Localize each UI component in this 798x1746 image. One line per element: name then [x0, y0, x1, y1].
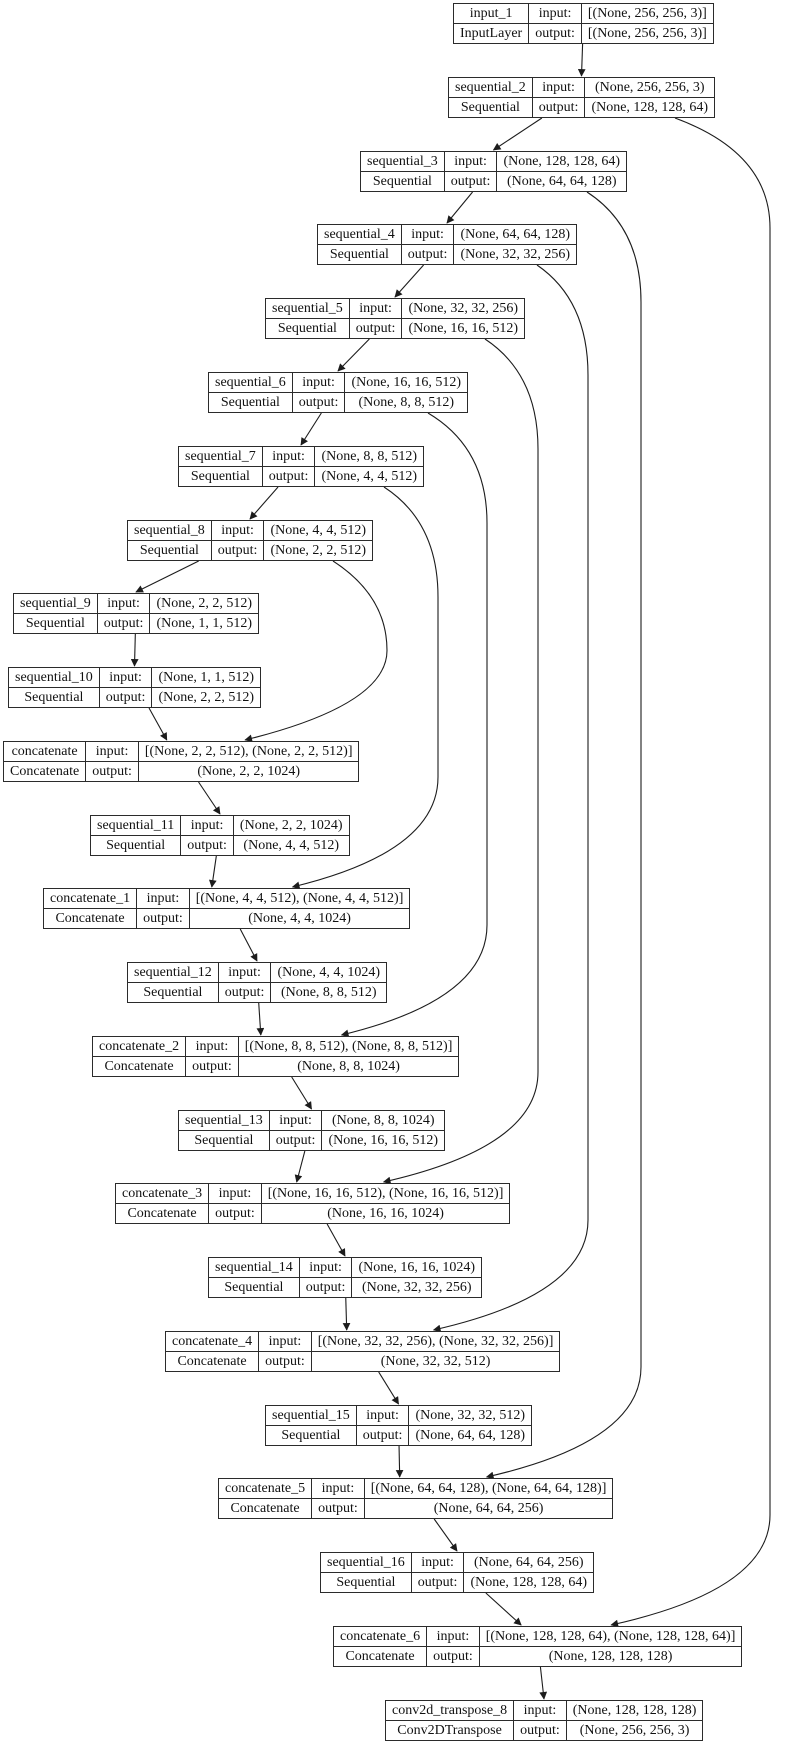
input-label: input:	[86, 742, 139, 762]
layer-node-sequential_8	[127, 520, 373, 561]
edge-sequential_13-to-concatenate_3	[297, 1151, 305, 1182]
layer-class: Sequential	[266, 319, 350, 339]
layer-class: Sequential	[128, 983, 219, 1003]
output-shape: (None, 2, 2, 512)	[264, 541, 373, 561]
layer-class: Conv2DTranspose	[386, 1721, 514, 1741]
layer-name: sequential_16	[321, 1553, 412, 1573]
input-label: input:	[349, 299, 402, 319]
input-label: input:	[137, 889, 190, 909]
input-label: input:	[292, 373, 345, 393]
layer-node-sequential_7	[178, 446, 424, 487]
output-label: output:	[356, 1426, 409, 1446]
input-shape: [(None, 256, 256, 3)]	[581, 4, 713, 24]
edge-concatenate_2-to-sequential_13	[292, 1077, 312, 1109]
layer-class: Sequential	[9, 688, 100, 708]
input-shape: [(None, 16, 16, 512), (None, 16, 16, 512)]	[261, 1184, 510, 1204]
input-label: input:	[529, 4, 582, 24]
output-label: output:	[218, 983, 271, 1003]
input-label: input:	[186, 1037, 239, 1057]
layer-node-sequential_2	[448, 77, 715, 118]
layer-node-sequential_5	[265, 298, 525, 339]
input-label: input:	[209, 1184, 262, 1204]
layer-name: sequential_13	[179, 1111, 270, 1131]
layer-node-sequential_3	[360, 151, 627, 192]
output-shape: (None, 32, 32, 512)	[311, 1352, 560, 1372]
layer-class: Sequential	[179, 467, 263, 487]
edge-sequential_16-to-concatenate_6	[486, 1593, 521, 1625]
layer-class: Concatenate	[166, 1352, 259, 1372]
layer-node-conv2d_transpose_8	[385, 1700, 703, 1741]
output-label: output:	[411, 1573, 464, 1593]
input-shape: [(None, 128, 128, 64), (None, 128, 128, 64)]	[479, 1627, 742, 1647]
layer-name: concatenate_2	[93, 1037, 186, 1057]
input-label: input:	[259, 1332, 312, 1352]
edge-sequential_5-to-sequential_6	[338, 339, 369, 371]
input-label: input:	[299, 1258, 352, 1278]
input-label: input:	[401, 225, 454, 245]
input-shape: [(None, 32, 32, 256), (None, 32, 32, 256)]	[311, 1332, 560, 1352]
output-shape: (None, 128, 128, 64)	[585, 98, 715, 118]
output-shape: (None, 1, 1, 512)	[150, 614, 259, 634]
input-shape: (None, 4, 4, 1024)	[271, 963, 387, 983]
output-label: output:	[97, 614, 150, 634]
layer-name: concatenate	[4, 742, 86, 762]
layer-class: Sequential	[266, 1426, 357, 1446]
layer-class: Sequential	[321, 1573, 412, 1593]
layer-class: Sequential	[318, 245, 402, 265]
output-label: output:	[299, 1278, 352, 1298]
input-label: input:	[411, 1553, 464, 1573]
edge-concatenate_5-to-sequential_16	[434, 1519, 457, 1551]
input-shape: (None, 256, 256, 3)	[585, 78, 715, 98]
layer-class: Sequential	[179, 1131, 270, 1151]
layer-node-sequential_15	[265, 1405, 532, 1446]
input-shape: [(None, 64, 64, 128), (None, 64, 64, 128)]	[364, 1479, 613, 1499]
edge-sequential_15-to-concatenate_5	[399, 1446, 400, 1477]
output-shape: (None, 4, 4, 1024)	[189, 909, 410, 929]
layer-class: Sequential	[91, 836, 181, 856]
layer-name: sequential_4	[318, 225, 402, 245]
output-shape: (None, 8, 8, 1024)	[238, 1057, 459, 1077]
edge-sequential_3-to-sequential_4	[447, 192, 473, 223]
edge-sequential_10-to-concatenate	[149, 708, 167, 740]
layer-name: sequential_14	[209, 1258, 300, 1278]
edge-concatenate_4-to-sequential_15	[379, 1372, 399, 1404]
edge-sequential_8-to-sequential_9	[136, 561, 199, 592]
output-label: output:	[312, 1499, 365, 1519]
layer-node-concatenate_4	[165, 1331, 560, 1372]
output-shape: (None, 64, 64, 256)	[364, 1499, 613, 1519]
output-label: output:	[211, 541, 264, 561]
layer-node-concatenate_1	[43, 888, 410, 929]
input-label: input:	[99, 668, 152, 688]
output-label: output:	[269, 1131, 322, 1151]
edge-sequential_11-to-concatenate_1	[212, 856, 216, 887]
edge-sequential_8-to-concatenate	[245, 561, 387, 740]
input-label: input:	[97, 594, 150, 614]
input-label: input:	[532, 78, 585, 98]
output-label: output:	[99, 688, 152, 708]
layer-name: sequential_2	[449, 78, 533, 98]
layer-class: Sequential	[449, 98, 533, 118]
layer-node-sequential_4	[317, 224, 577, 265]
input-shape: [(None, 8, 8, 512), (None, 8, 8, 512)]	[238, 1037, 459, 1057]
layer-class: Concatenate	[116, 1204, 209, 1224]
output-shape: (None, 64, 64, 128)	[497, 172, 627, 192]
output-label: output:	[181, 836, 234, 856]
edge-sequential_7-to-sequential_8	[250, 487, 278, 519]
output-shape: (None, 32, 32, 256)	[352, 1278, 482, 1298]
input-shape: (None, 2, 2, 1024)	[233, 816, 349, 836]
layer-node-sequential_13	[178, 1110, 445, 1151]
layer-class: Sequential	[361, 172, 445, 192]
layer-node-input_1	[453, 3, 714, 44]
output-label: output:	[209, 1204, 262, 1224]
layer-name: conv2d_transpose_8	[386, 1701, 514, 1721]
input-label: input:	[218, 963, 271, 983]
input-shape: (None, 8, 8, 1024)	[322, 1111, 445, 1131]
output-label: output:	[292, 393, 345, 413]
output-shape: (None, 128, 128, 64)	[464, 1573, 594, 1593]
layer-name: sequential_6	[209, 373, 293, 393]
output-shape: (None, 128, 128, 128)	[479, 1647, 742, 1667]
layer-node-sequential_9	[13, 593, 259, 634]
input-shape: (None, 1, 1, 512)	[152, 668, 261, 688]
output-shape: (None, 16, 16, 512)	[402, 319, 525, 339]
layer-name: concatenate_5	[219, 1479, 312, 1499]
input-shape: (None, 32, 32, 256)	[402, 299, 525, 319]
layer-name: sequential_15	[266, 1406, 357, 1426]
layer-node-concatenate_3	[115, 1183, 510, 1224]
input-shape: (None, 64, 64, 256)	[464, 1553, 594, 1573]
layer-class: Concatenate	[4, 762, 86, 782]
input-shape: (None, 128, 128, 128)	[566, 1701, 703, 1721]
input-shape: [(None, 4, 4, 512), (None, 4, 4, 512)]	[189, 889, 410, 909]
layer-node-sequential_10	[8, 667, 261, 708]
layer-class: Sequential	[209, 1278, 300, 1298]
output-label: output:	[137, 909, 190, 929]
input-shape: (None, 128, 128, 64)	[497, 152, 627, 172]
edge-concatenate_6-to-conv2d_transpose_8	[540, 1667, 544, 1699]
input-label: input:	[356, 1406, 409, 1426]
input-label: input:	[269, 1111, 322, 1131]
input-label: input:	[211, 521, 264, 541]
layer-class: Sequential	[128, 541, 212, 561]
input-label: input:	[312, 1479, 365, 1499]
edge-input_1-to-sequential_2	[582, 44, 583, 76]
layer-name: concatenate_6	[334, 1627, 427, 1647]
layer-node-concatenate	[3, 741, 359, 782]
layer-node-sequential_14	[208, 1257, 482, 1298]
edge-sequential_12-to-concatenate_2	[259, 1003, 261, 1035]
output-shape: [(None, 256, 256, 3)]	[581, 24, 713, 44]
layer-name: concatenate_3	[116, 1184, 209, 1204]
input-shape: (None, 4, 4, 512)	[264, 521, 373, 541]
output-label: output:	[86, 762, 139, 782]
input-label: input:	[181, 816, 234, 836]
edge-sequential_9-to-sequential_10	[135, 634, 136, 666]
layer-node-concatenate_2	[92, 1036, 459, 1077]
output-shape: (None, 16, 16, 1024)	[261, 1204, 510, 1224]
output-label: output:	[262, 467, 315, 487]
layer-name: sequential_8	[128, 521, 212, 541]
edge-sequential_6-to-concatenate_2	[342, 413, 487, 1035]
layer-name: sequential_10	[9, 668, 100, 688]
input-shape: (None, 2, 2, 512)	[150, 594, 259, 614]
layer-node-sequential_16	[320, 1552, 594, 1593]
layer-name: concatenate_1	[44, 889, 137, 909]
layer-node-sequential_6	[208, 372, 468, 413]
output-label: output:	[529, 24, 582, 44]
output-shape: (None, 4, 4, 512)	[315, 467, 424, 487]
edge-concatenate_1-to-sequential_12	[240, 929, 257, 961]
output-shape: (None, 256, 256, 3)	[566, 1721, 703, 1741]
input-label: input:	[444, 152, 497, 172]
layer-class: Concatenate	[44, 909, 137, 929]
input-shape: (None, 64, 64, 128)	[454, 225, 577, 245]
output-label: output:	[532, 98, 585, 118]
input-shape: (None, 8, 8, 512)	[315, 447, 424, 467]
edge-sequential_3-to-concatenate_5	[487, 192, 641, 1477]
input-label: input:	[514, 1701, 567, 1721]
edge-sequential_2-to-concatenate_6	[611, 118, 770, 1625]
output-shape: (None, 2, 2, 1024)	[138, 762, 359, 782]
input-label: input:	[427, 1627, 480, 1647]
layer-class: Concatenate	[219, 1499, 312, 1519]
output-shape: (None, 8, 8, 512)	[345, 393, 468, 413]
layer-node-concatenate_6	[333, 1626, 742, 1667]
input-shape: (None, 16, 16, 512)	[345, 373, 468, 393]
output-label: output:	[444, 172, 497, 192]
layer-name: sequential_7	[179, 447, 263, 467]
layer-node-sequential_12	[127, 962, 387, 1003]
layer-name: sequential_12	[128, 963, 219, 983]
edge-sequential_4-to-sequential_5	[395, 265, 424, 297]
input-label: input:	[262, 447, 315, 467]
layer-name: sequential_11	[91, 816, 181, 836]
edge-sequential_6-to-sequential_7	[301, 413, 321, 445]
edge-concatenate_3-to-sequential_14	[327, 1224, 345, 1256]
output-shape: (None, 2, 2, 512)	[152, 688, 261, 708]
layer-node-concatenate_5	[218, 1478, 613, 1519]
layer-node-sequential_11	[90, 815, 350, 856]
output-shape: (None, 64, 64, 128)	[409, 1426, 532, 1446]
output-label: output:	[514, 1721, 567, 1741]
layer-name: sequential_5	[266, 299, 350, 319]
output-label: output:	[259, 1352, 312, 1372]
edge-sequential_2-to-sequential_3	[494, 118, 542, 150]
layer-name: input_1	[454, 4, 529, 24]
output-shape: (None, 4, 4, 512)	[233, 836, 349, 856]
output-shape: (None, 8, 8, 512)	[271, 983, 387, 1003]
layer-class: Concatenate	[93, 1057, 186, 1077]
edge-sequential_4-to-concatenate_4	[434, 265, 588, 1330]
layer-class: InputLayer	[454, 24, 529, 44]
output-shape: (None, 16, 16, 512)	[322, 1131, 445, 1151]
output-label: output:	[401, 245, 454, 265]
edge-concatenate-to-sequential_11	[199, 782, 220, 814]
layer-name: sequential_3	[361, 152, 445, 172]
input-shape: (None, 16, 16, 1024)	[352, 1258, 482, 1278]
input-shape: [(None, 2, 2, 512), (None, 2, 2, 512)]	[138, 742, 359, 762]
input-shape: (None, 32, 32, 512)	[409, 1406, 532, 1426]
edge-sequential_14-to-concatenate_4	[346, 1298, 347, 1330]
layer-class: Sequential	[209, 393, 293, 413]
layer-class: Concatenate	[334, 1647, 427, 1667]
layer-name: sequential_9	[14, 594, 98, 614]
output-label: output:	[186, 1057, 239, 1077]
output-label: output:	[349, 319, 402, 339]
output-shape: (None, 32, 32, 256)	[454, 245, 577, 265]
layer-class: Sequential	[14, 614, 98, 634]
output-label: output:	[427, 1647, 480, 1667]
layer-name: concatenate_4	[166, 1332, 259, 1352]
